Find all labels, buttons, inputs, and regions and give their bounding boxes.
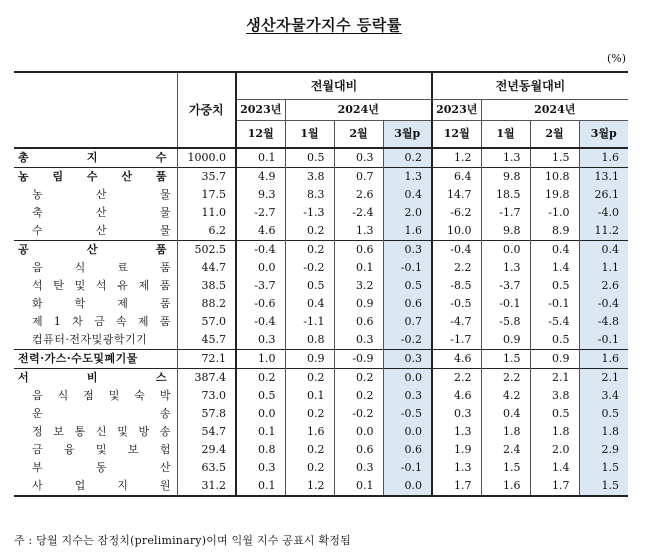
weight-cell: 63.5 <box>177 459 236 477</box>
value-cell: 13.1 <box>579 168 628 187</box>
value-cell: 1.9 <box>432 441 481 459</box>
value-cell: -0.1 <box>530 295 579 313</box>
table-row <box>14 295 628 313</box>
value-cell: -3.7 <box>481 277 530 295</box>
value-cell: 0.1 <box>334 259 383 277</box>
value-cell: 0.2 <box>285 459 334 477</box>
value-cell: 0.4 <box>530 241 579 260</box>
value-cell: 14.7 <box>432 186 481 204</box>
value-cell: 2.1 <box>530 369 579 388</box>
value-cell: -2.7 <box>236 204 285 222</box>
row-label: 농 림 수 산 품 <box>18 170 167 183</box>
footnote: 주 : 당월 지수는 잠정치(preliminary)이며 익월 지수 공표시 확정됨 <box>14 534 351 547</box>
weight-cell: 38.5 <box>177 277 236 295</box>
weight-cell: 57.0 <box>177 313 236 331</box>
value-cell: -1.0 <box>530 204 579 222</box>
value-cell: -1.1 <box>285 313 334 331</box>
value-cell: 1.0 <box>236 350 285 369</box>
value-cell: 0.2 <box>285 241 334 260</box>
value-cell: 0.4 <box>481 405 530 423</box>
value-cell: 0.9 <box>481 331 530 350</box>
value-cell: 0.3 <box>334 148 383 168</box>
value-cell: 0.0 <box>236 405 285 423</box>
table-row <box>14 259 628 277</box>
value-cell: 0.3 <box>383 241 432 260</box>
value-cell: -0.1 <box>383 459 432 477</box>
row-label: 서 비 스 <box>18 371 167 384</box>
value-cell: 0.2 <box>285 441 334 459</box>
value-cell: 0.2 <box>383 148 432 168</box>
weight-cell: 29.4 <box>177 441 236 459</box>
table-body <box>14 148 628 496</box>
weight-cell: 57.8 <box>177 405 236 423</box>
value-cell: 1.4 <box>530 259 579 277</box>
value-cell: 2.1 <box>579 369 628 388</box>
weight-cell: 45.7 <box>177 331 236 350</box>
value-cell: 0.9 <box>530 350 579 369</box>
table-title: 생산자물가지수 등락률 <box>246 16 402 34</box>
weight-cell: 54.7 <box>177 423 236 441</box>
value-cell: 1.3 <box>481 259 530 277</box>
value-cell: 1.8 <box>481 423 530 441</box>
value-cell: 0.2 <box>285 405 334 423</box>
table-row <box>14 387 628 405</box>
value-cell: 0.3 <box>432 405 481 423</box>
value-cell: -0.5 <box>383 405 432 423</box>
row-label: 부 동 산 <box>32 461 171 474</box>
header-month: 12월 <box>432 121 481 149</box>
header-mom: 전월대비 <box>236 72 432 100</box>
value-cell: 0.6 <box>383 441 432 459</box>
value-cell: 1.3 <box>481 148 530 168</box>
value-cell: -0.9 <box>334 350 383 369</box>
value-cell: 19.8 <box>530 186 579 204</box>
unit-label: (%) <box>606 52 626 65</box>
value-cell: 1.5 <box>579 477 628 496</box>
value-cell: -0.2 <box>334 405 383 423</box>
weight-cell: 6.2 <box>177 222 236 241</box>
value-cell: -1.3 <box>285 204 334 222</box>
header-month: 3월p <box>383 121 432 149</box>
header-year-2023: 2023년 <box>236 100 285 121</box>
value-cell: 9.3 <box>236 186 285 204</box>
table-row <box>14 405 628 423</box>
value-cell: 3.8 <box>530 387 579 405</box>
value-cell: 10.0 <box>432 222 481 241</box>
ppi-table <box>14 71 628 497</box>
value-cell: 0.4 <box>579 241 628 260</box>
value-cell: 0.9 <box>334 295 383 313</box>
table-header <box>14 72 628 148</box>
value-cell: 0.6 <box>383 295 432 313</box>
value-cell: 1.6 <box>579 350 628 369</box>
header-month: 2월 <box>334 121 383 149</box>
value-cell: 2.2 <box>432 369 481 388</box>
value-cell: 1.2 <box>432 148 481 168</box>
value-cell: 1.1 <box>579 259 628 277</box>
value-cell: 0.8 <box>285 331 334 350</box>
value-cell: 1.3 <box>432 459 481 477</box>
value-cell: 4.6 <box>432 350 481 369</box>
row-label: 공 산 품 <box>18 243 167 256</box>
weight-cell: 502.5 <box>177 241 236 260</box>
value-cell: 3.2 <box>334 277 383 295</box>
value-cell: 1.4 <box>530 459 579 477</box>
value-cell: -4.0 <box>579 204 628 222</box>
row-label: 농 산 물 <box>32 188 171 201</box>
value-cell: 1.6 <box>383 222 432 241</box>
row-label: 정 보 통 신 및 방 송 <box>32 425 171 438</box>
row-label: 음 식 료 품 <box>32 261 171 274</box>
value-cell: -0.1 <box>481 295 530 313</box>
value-cell: 0.1 <box>334 477 383 496</box>
value-cell: -4.8 <box>579 313 628 331</box>
table-row <box>14 277 628 295</box>
value-cell: 0.6 <box>334 313 383 331</box>
row-label: 운 송 <box>32 407 171 420</box>
value-cell: 2.2 <box>432 259 481 277</box>
value-cell: 0.5 <box>530 277 579 295</box>
table-row <box>14 204 628 222</box>
header-month: 3월p <box>579 121 628 149</box>
value-cell: 1.7 <box>530 477 579 496</box>
table-row <box>14 459 628 477</box>
header-weight: 가중치 <box>177 72 236 148</box>
value-cell: 0.2 <box>285 369 334 388</box>
value-cell: -2.4 <box>334 204 383 222</box>
value-cell: 0.5 <box>530 405 579 423</box>
header-yoy: 전년동월대비 <box>432 72 628 100</box>
value-cell: 0.9 <box>285 350 334 369</box>
value-cell: 1.8 <box>530 423 579 441</box>
value-cell: -0.2 <box>383 331 432 350</box>
value-cell: 0.0 <box>481 241 530 260</box>
value-cell: 0.4 <box>383 186 432 204</box>
table-row <box>14 441 628 459</box>
row-label: 제 1 차 금 속 제 품 <box>32 315 171 328</box>
value-cell: 4.9 <box>236 168 285 187</box>
value-cell: -8.5 <box>432 277 481 295</box>
value-cell: 4.6 <box>432 387 481 405</box>
value-cell: 0.0 <box>334 423 383 441</box>
table-row <box>14 222 628 241</box>
table-row <box>14 186 628 204</box>
value-cell: 18.5 <box>481 186 530 204</box>
value-cell: 1.8 <box>579 423 628 441</box>
value-cell: 2.0 <box>530 441 579 459</box>
value-cell: 0.5 <box>236 387 285 405</box>
value-cell: 3.8 <box>285 168 334 187</box>
value-cell: 1.5 <box>481 459 530 477</box>
value-cell: 1.3 <box>383 168 432 187</box>
value-cell: 6.4 <box>432 168 481 187</box>
value-cell: -0.1 <box>579 331 628 350</box>
row-label: 컴퓨터·전자및광학기기 <box>32 333 148 346</box>
value-cell: 0.3 <box>236 459 285 477</box>
weight-cell: 44.7 <box>177 259 236 277</box>
value-cell: -5.8 <box>481 313 530 331</box>
header-month: 2월 <box>530 121 579 149</box>
header-empty <box>14 72 177 148</box>
value-cell: 11.2 <box>579 222 628 241</box>
value-cell: 0.7 <box>334 168 383 187</box>
value-cell: 0.1 <box>285 387 334 405</box>
value-cell: 0.7 <box>383 313 432 331</box>
value-cell: 1.7 <box>432 477 481 496</box>
value-cell: 0.6 <box>334 441 383 459</box>
value-cell: 0.0 <box>236 259 285 277</box>
value-cell: 0.5 <box>579 405 628 423</box>
weight-cell: 73.0 <box>177 387 236 405</box>
value-cell: 1.6 <box>481 477 530 496</box>
value-cell: -4.7 <box>432 313 481 331</box>
header-year-2024: 2024년 <box>285 100 432 121</box>
row-label: 수 산 물 <box>32 224 171 237</box>
value-cell: 1.5 <box>530 148 579 168</box>
row-label: 화 학 제 품 <box>32 297 171 310</box>
value-cell: 1.3 <box>334 222 383 241</box>
value-cell: 9.8 <box>481 168 530 187</box>
value-cell: 1.6 <box>579 148 628 168</box>
value-cell: 10.8 <box>530 168 579 187</box>
row-label: 음 식 점 및 숙 박 <box>32 389 171 402</box>
value-cell: 1.2 <box>285 477 334 496</box>
value-cell: 0.2 <box>236 369 285 388</box>
table-row <box>14 350 628 369</box>
weight-cell: 387.4 <box>177 369 236 388</box>
value-cell: 2.6 <box>334 186 383 204</box>
value-cell: 0.2 <box>334 369 383 388</box>
value-cell: 4.6 <box>236 222 285 241</box>
table-row <box>14 477 628 496</box>
weight-cell: 31.2 <box>177 477 236 496</box>
value-cell: -0.2 <box>285 259 334 277</box>
value-cell: 0.3 <box>383 350 432 369</box>
table-row <box>14 148 628 168</box>
value-cell: 0.4 <box>285 295 334 313</box>
table-row <box>14 369 628 388</box>
weight-cell: 17.5 <box>177 186 236 204</box>
value-cell: 0.3 <box>383 387 432 405</box>
header-month: 1월 <box>285 121 334 149</box>
table-row <box>14 241 628 260</box>
value-cell: 1.5 <box>579 459 628 477</box>
value-cell: -0.6 <box>236 295 285 313</box>
table-row <box>14 313 628 331</box>
value-cell: 0.0 <box>383 369 432 388</box>
value-cell: 0.5 <box>285 148 334 168</box>
value-cell: 0.3 <box>236 331 285 350</box>
value-cell: 0.3 <box>334 331 383 350</box>
value-cell: 0.5 <box>285 277 334 295</box>
row-label: 축 산 물 <box>32 206 171 219</box>
value-cell: 2.6 <box>579 277 628 295</box>
value-cell: 0.1 <box>236 477 285 496</box>
value-cell: 9.8 <box>481 222 530 241</box>
header-month: 12월 <box>236 121 285 149</box>
value-cell: 0.0 <box>383 477 432 496</box>
value-cell: 0.0 <box>383 423 432 441</box>
table-row <box>14 331 628 350</box>
value-cell: 2.9 <box>579 441 628 459</box>
value-cell: 3.4 <box>579 387 628 405</box>
value-cell: -6.2 <box>432 204 481 222</box>
value-cell: -1.7 <box>432 331 481 350</box>
value-cell: 2.2 <box>481 369 530 388</box>
value-cell: -0.4 <box>579 295 628 313</box>
value-cell: 0.8 <box>236 441 285 459</box>
value-cell: -0.1 <box>383 259 432 277</box>
value-cell: 26.1 <box>579 186 628 204</box>
row-label: 금 융 및 보 험 <box>32 443 171 456</box>
value-cell: 0.1 <box>236 148 285 168</box>
header-year-2024: 2024년 <box>481 100 628 121</box>
value-cell: 1.3 <box>432 423 481 441</box>
value-cell: 2.4 <box>481 441 530 459</box>
value-cell: -1.7 <box>481 204 530 222</box>
value-cell: 0.6 <box>334 241 383 260</box>
row-label: 석 탄 및 석 유 제 품 <box>32 279 171 292</box>
value-cell: -0.4 <box>236 241 285 260</box>
value-cell: 0.2 <box>334 387 383 405</box>
header-year-2023: 2023년 <box>432 100 481 121</box>
value-cell: 0.5 <box>530 331 579 350</box>
weight-cell: 72.1 <box>177 350 236 369</box>
value-cell: 1.5 <box>481 350 530 369</box>
value-cell: -3.7 <box>236 277 285 295</box>
weight-cell: 1000.0 <box>177 148 236 168</box>
table-row <box>14 168 628 187</box>
value-cell: 0.5 <box>383 277 432 295</box>
row-label: 전력·가스·수도및폐기물 <box>18 352 138 365</box>
weight-cell: 35.7 <box>177 168 236 187</box>
value-cell: -0.4 <box>432 241 481 260</box>
header-month: 1월 <box>481 121 530 149</box>
value-cell: -5.4 <box>530 313 579 331</box>
weight-cell: 88.2 <box>177 295 236 313</box>
weight-cell: 11.0 <box>177 204 236 222</box>
value-cell: 4.2 <box>481 387 530 405</box>
value-cell: 1.6 <box>285 423 334 441</box>
value-cell: 2.0 <box>383 204 432 222</box>
table-row <box>14 423 628 441</box>
value-cell: 0.1 <box>236 423 285 441</box>
value-cell: 0.2 <box>285 222 334 241</box>
value-cell: -0.5 <box>432 295 481 313</box>
value-cell: 8.9 <box>530 222 579 241</box>
row-label: 사 업 지 원 <box>32 479 171 492</box>
value-cell: -0.4 <box>236 313 285 331</box>
row-label: 총 지 수 <box>18 151 167 164</box>
value-cell: 0.3 <box>334 459 383 477</box>
value-cell: 8.3 <box>285 186 334 204</box>
